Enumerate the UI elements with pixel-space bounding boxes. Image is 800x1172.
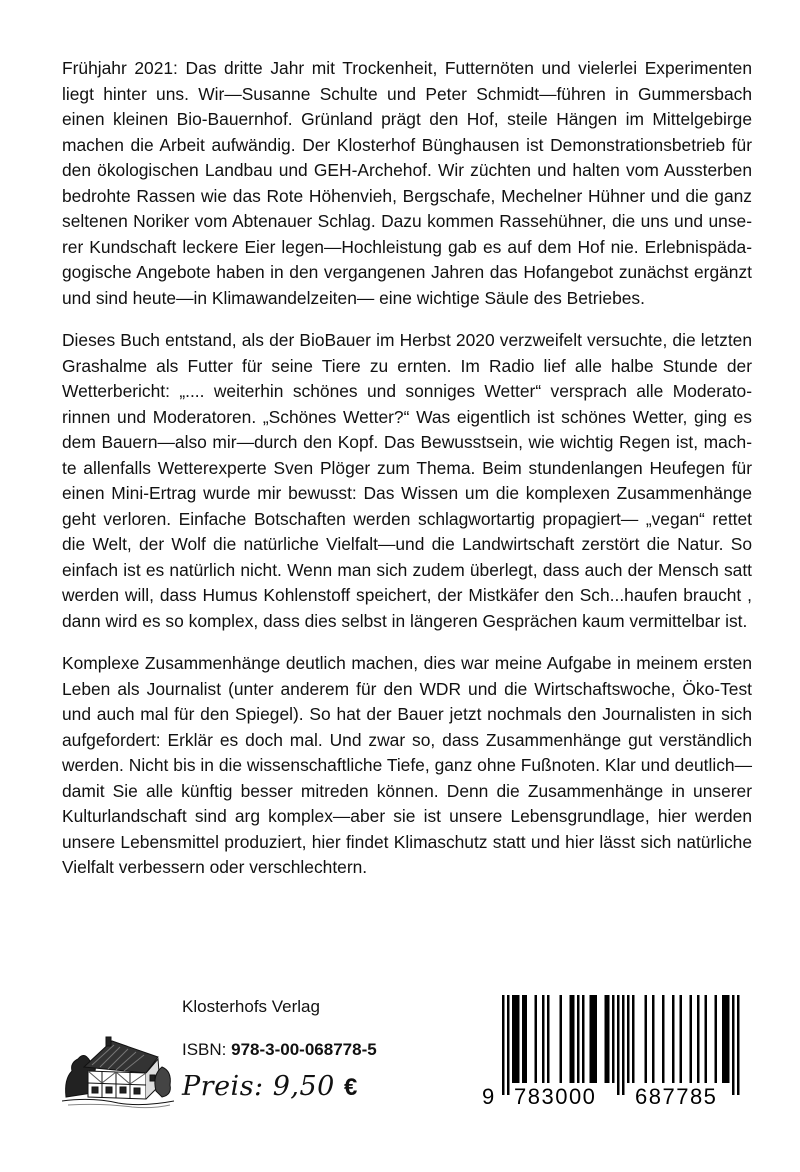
barcode-bar <box>737 995 740 1095</box>
paragraph-purpose: Komplexe Zusammenhänge deutlich machen, dies war meine Aufgabe in meinem ersten Leben als Journalist (unter anderem für den WDR und die Wirtschaftswoche, Öko-Test und auch mal für den Spiegel). So hat der Bauer jetzt nochmals den Journalisten in sich aufgefordert: Erklär es doch mal. Und zwar so, dass Zusammenhänge gut verständlich werden. Nicht bis in die wissenschaftliche Tiefe, ganz ohne Fußnoten. Klar und deutlich—damit Sie alle künftig besser mitreden können. Denn die Zusammenhänge in unserer Kulturlandschaft sind arg komplex—aber sie ist unsere Lebensgrundlage, hier werden unsere Lebensmittel produziert, hier findet Klimaschutz statt und hier lässt sich natürliche Vielfalt verbessern oder verschlechtern. <box>62 653 752 877</box>
barcode-bar <box>680 995 683 1083</box>
barcode-bar <box>512 995 515 1083</box>
barcode-bar <box>542 995 545 1083</box>
barcode-bar <box>595 995 598 1083</box>
barcode-bar <box>627 995 630 1083</box>
barcode-bar <box>502 995 505 1095</box>
barcode-bar <box>617 995 620 1095</box>
barcode-bar <box>652 995 655 1083</box>
paragraph-origin: Dieses Buch entstand, als der BioBauer im Herbst 2020 verzweifelt versuchte, die letzten Grashalme als Futter für seine Tiere zu ernten. Im Radio lief alle halbe Stunde der Wetterbericht: „.... weiterhin schönes und sonniges Wetter“ versprach alle Moderatorinnen und Moderatoren. „Schönes Wetter?“ Was eigentlich ist schönes Wetter, ging es dem Bauern—also mir—durch den Kopf. Das Bewusstsein, wie wichtig Regen ist, machte allenfalls Wetterexperte Sven Plöger zum Thema. Beim stundenlangen Heufegen für einen Mini-Ertrag wurde mir bewusst: Das Wissen um die komplexen Zusammenhänge geht verloren. Einfache Botschaften werden schlagwortartig propagiert— „vegan“ rettet die Welt, der Wolf die natürliche Vielfalt—und die Landwirtschaft zerstört die Natur. So einfach ist es natürlich nicht. Wenn man sich zudem überlegt, dass auch der Mensch satt werden will, dass Humus Kohlenstoff speichert, der Mistkäfer den Sch...haufen braucht , dann wird es so komplex, dass dies selbst in längeren Gesprächen kaum vermittelbar ist. <box>62 330 752 631</box>
isbn-line <box>182 1040 377 1060</box>
barcode-left-group: 783000 <box>514 1084 597 1109</box>
ean-barcode <box>480 995 750 1115</box>
barcode-lead-digit: 9 <box>482 1084 496 1109</box>
barcode-bar <box>507 995 510 1095</box>
barcode-bar <box>582 995 585 1083</box>
barcode-bar <box>572 995 575 1083</box>
barcode-bar <box>515 995 518 1083</box>
barcode-bar <box>570 995 573 1083</box>
barcode-bar <box>592 995 595 1083</box>
barcode-bar <box>697 995 700 1083</box>
barcode-bar <box>535 995 538 1083</box>
barcode-bar <box>577 995 580 1083</box>
barcode-bar <box>517 995 520 1083</box>
barcode-bar <box>560 995 563 1083</box>
paragraph-intro: Frühjahr 2021: Das dritte Jahr mit Trockenheit, Futternöten und vielerlei Experimenten liegt hinter uns. Wir—Susanne Schulte und Peter Schmidt—führen in Gummersbach einen kleinen Bio-Bauernhof. Grünland prägt den Hof, steile Hängen im Mittelgebirge machen die Arbeit aufwändig. Der Klosterhof Bünghausen ist Demonstrationsbetrieb für den ökologischen Landbau und GEH-Archehof. Wir züchten und halten vom Aussterben bedrohte Rassen wie das Rote Höhenvieh, Bergschafe, Mechelner Hühner und die ganz seltenen Noriker vom Abtenauer Schlag. Dazu kommen Rassehühner, die uns und unserer Kundschaft leckere Eier legen—Hochleistung gab es auf dem Hof nie. Erlebnispädagogische Angebote haben in den vergangenen Jahren das Hofangebot zunächst ergänzt und sind heute—in Klimawandelzeiten— eine wichtige Säule des Betriebes. <box>62 58 752 308</box>
barcode-bar <box>622 995 625 1095</box>
barcode-bar <box>662 995 665 1083</box>
barcode-bar <box>725 995 728 1083</box>
price-label: Preis: 9,50 <box>182 1071 335 1102</box>
barcode-right-group: 687785 <box>635 1084 718 1109</box>
barcode-bar <box>727 995 730 1083</box>
isbn-value: 978-3-00-068778-5 <box>231 1040 377 1059</box>
barcode-bar <box>547 995 550 1083</box>
price-currency: € <box>343 1074 358 1101</box>
barcode-bar <box>607 995 610 1083</box>
barcode-bar <box>715 995 718 1083</box>
farmhouse-drawing-icon <box>62 1027 174 1109</box>
price-line <box>182 1071 358 1102</box>
barcode-bar <box>690 995 693 1083</box>
barcode-bar <box>632 995 635 1083</box>
barcode-bar <box>732 995 735 1095</box>
barcode-bar <box>525 995 528 1083</box>
barcode-bar <box>605 995 608 1083</box>
isbn-label: ISBN: <box>182 1040 232 1059</box>
barcode-bar <box>590 995 593 1083</box>
barcode-bar <box>522 995 525 1083</box>
barcode-bar <box>645 995 648 1083</box>
barcode-bars <box>480 995 750 1095</box>
publisher-name: Klosterhofs Verlag <box>182 997 320 1016</box>
barcode-bar <box>722 995 725 1083</box>
barcode-bar <box>612 995 615 1083</box>
barcode-bar <box>705 995 708 1083</box>
publisher-info <box>62 995 402 1145</box>
barcode-bar <box>672 995 675 1083</box>
blurb-text <box>62 56 752 898</box>
